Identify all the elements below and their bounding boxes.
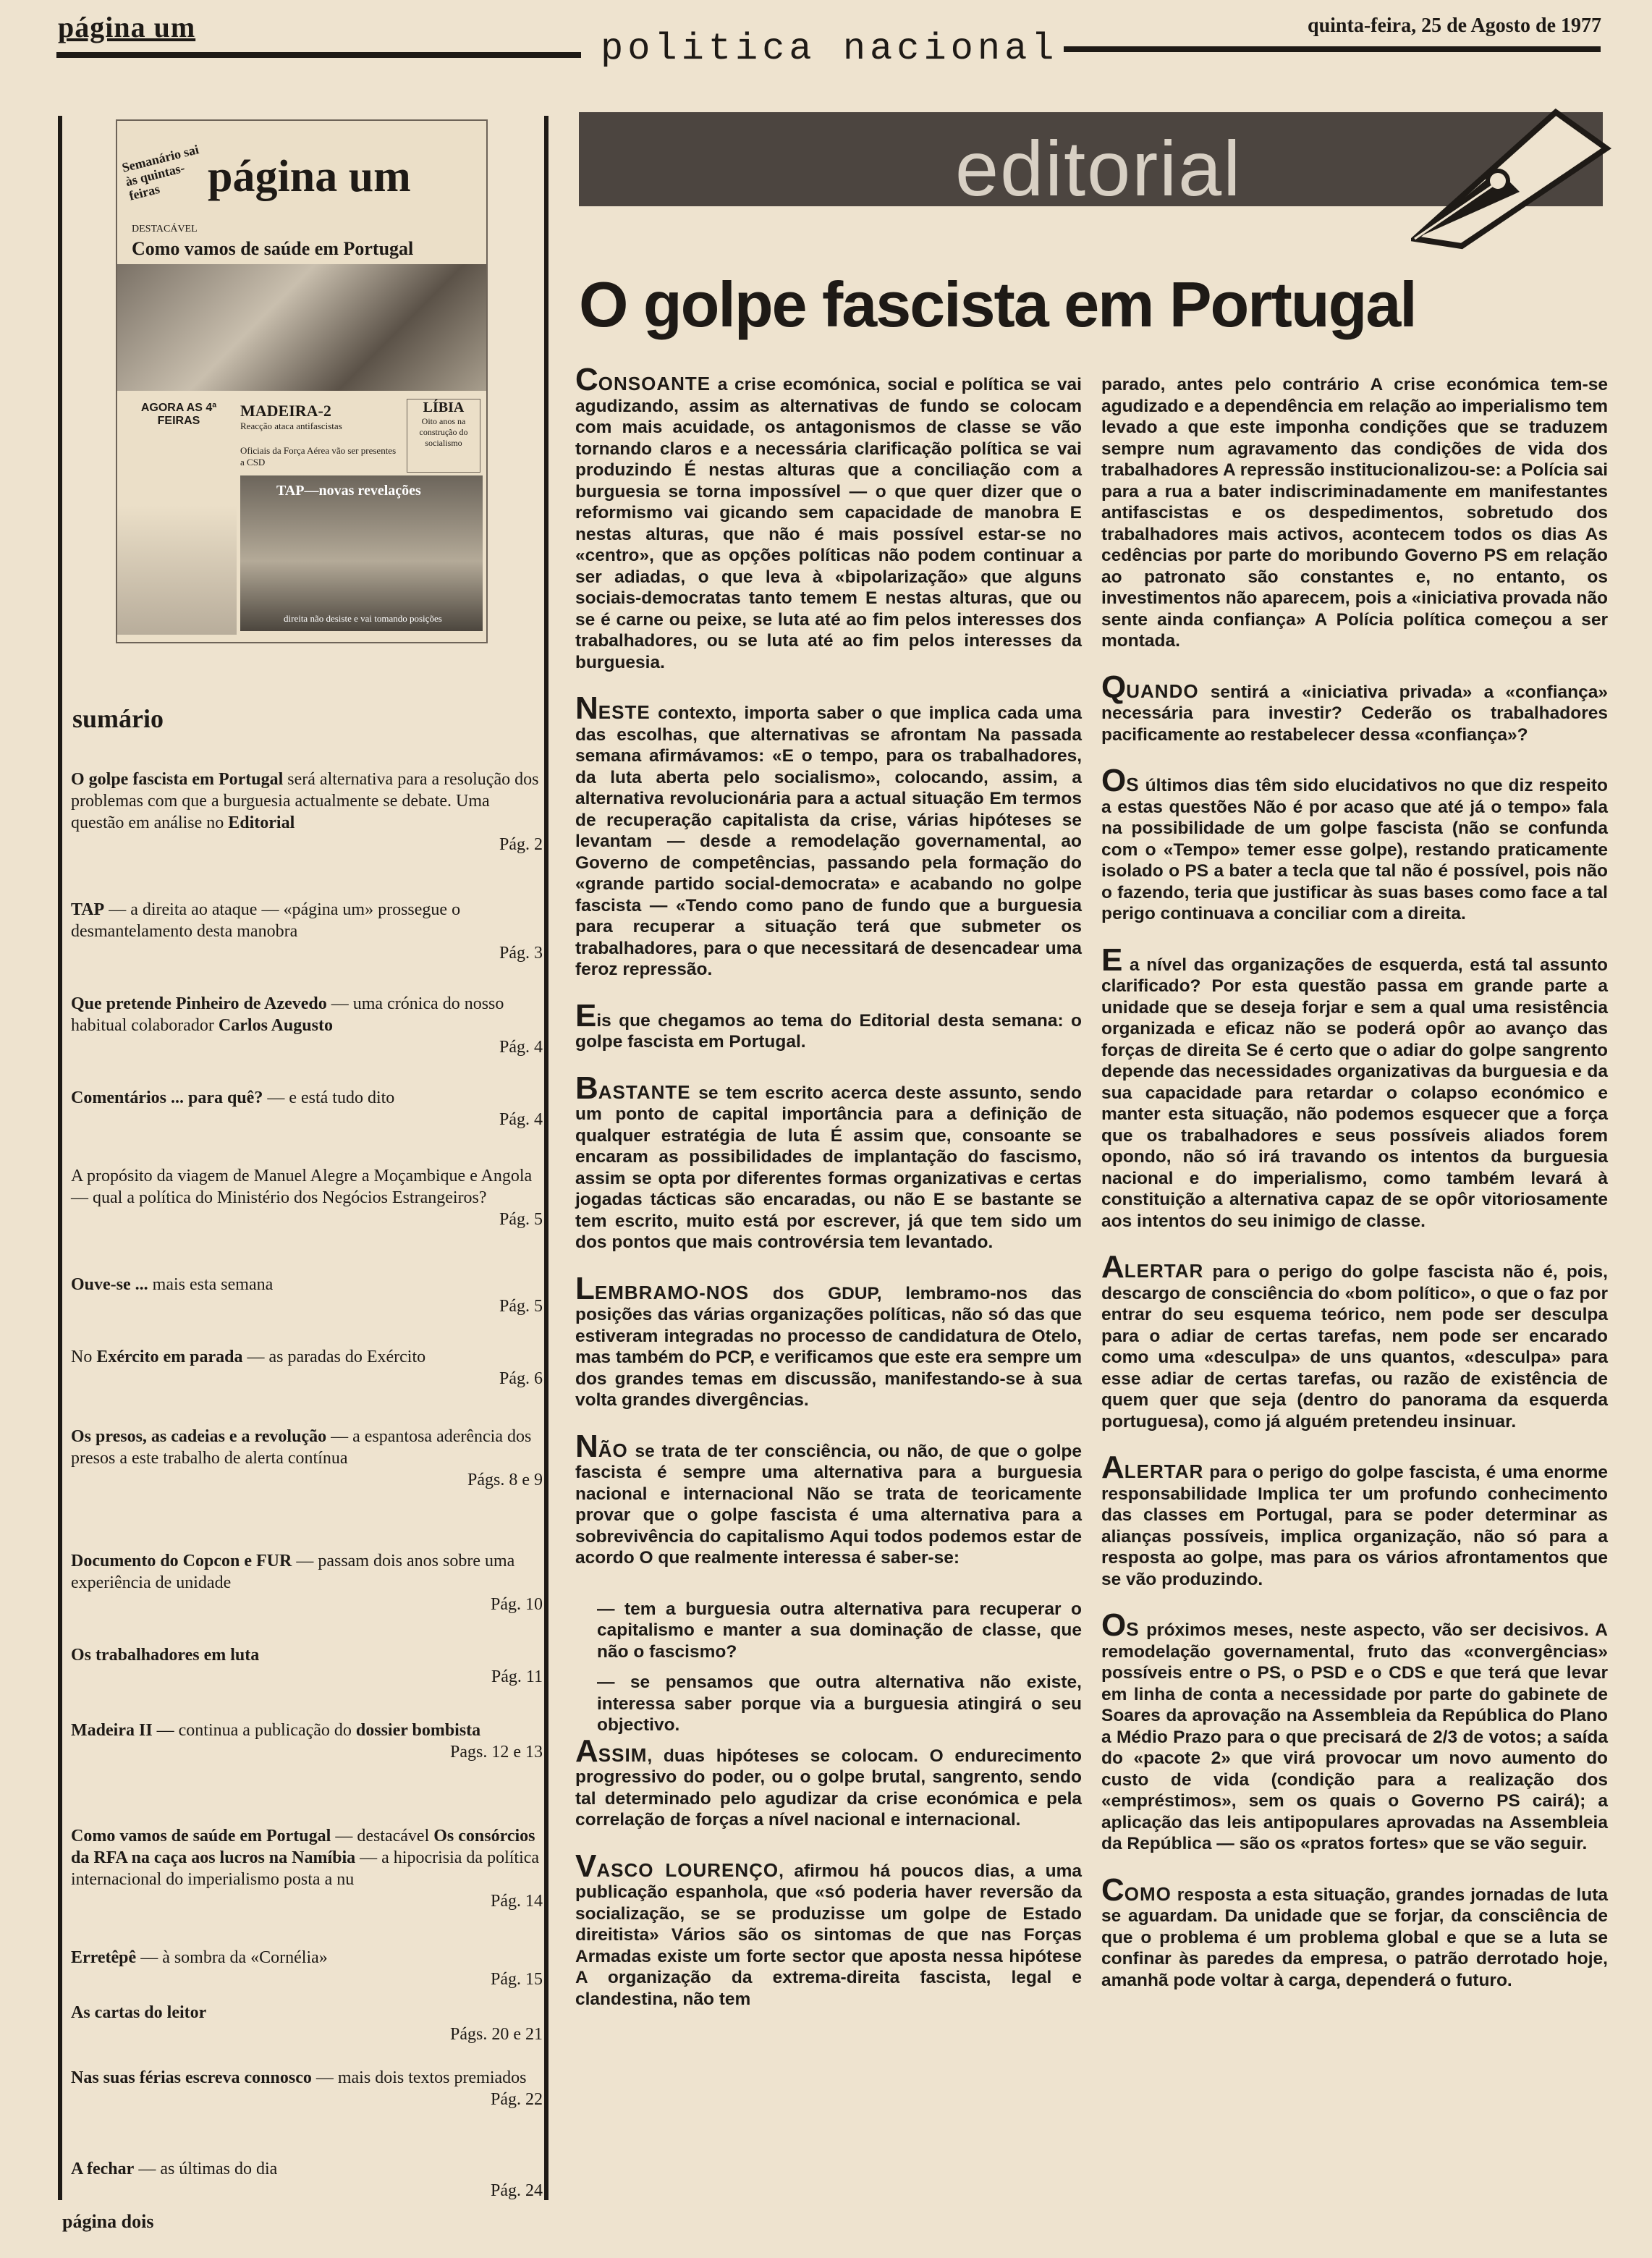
summary-item-page: Pags. 12 e 13 [450,1743,543,1762]
paragraph-word: SSIM [598,1743,648,1766]
summary-item-bold: Que pretende Pinheiro de Azevedo [71,994,327,1013]
page-footer: página dois [62,2211,154,2232]
editorial-paragraph [575,1270,1082,1411]
paragraph-body: a crise ecomónica, social e política se vai agudizando, assim as alternativas de fundo se colocam com mais acuidade, os antagonismos de classe se vão tornando claros e a necessária clarificação política se vai produzindo É nestas alturas que a conciliação com a burguesia se torna impossível — o que quer dizer que o reformismo vai gicando sem capacidade de manobra E nestas alturas, que não é mais possível estar-se no «centro», que as opções políticas não podem continuar a ser adiadas, o que leva à «bipolarização» que alguns sociais-democratas tanto temem E nestas alturas, que ou se é carne ou peixe, se luta até ao fim pelos interesses dos trabalhadores, ou se luta até ao fim pelos interesses da burguesia. [575,375,1082,672]
summary-item-text2: — as paradas do Exército [242,1348,426,1366]
editorial-paragraph [1101,1249,1608,1432]
paragraph-body: — se pensamos que outra alternativa não existe, interessa saber porque via a burguesia atingirá o seu objectivo. [597,1673,1082,1735]
summary-item-text: — mais dois textos premiados [311,2068,527,2087]
issue-date: quinta-feira, 25 de Agosto de 1977 [1308,14,1601,37]
editorial-column-1 [575,362,1082,2034]
paragraph-lead: A [1101,1450,1124,1485]
paragraph-lead: B [575,1070,598,1106]
summary-item [71,899,543,964]
editorial-paragraph [1101,669,1608,746]
paragraph-body: para o perigo do golpe fascista, é uma enorme responsabilidade Implica ter um profundo conhecimento das classes em Portugal, para se poder determinar as alianças possíveis, implica organização, não só para a resposta ao golpe, mas para os vários afrontamentos que se vão produzindo. [1101,1463,1608,1589]
summary-item-bold: Como vamos de saúde em Portugal [71,1827,331,1845]
paragraph-lead: V [575,1848,597,1884]
summary-item-text: A propósito da viagem de Manuel Alegre a Moçambique e Angola — qual a política do Ministério dos Negócios Estrangeiros? [71,1167,533,1207]
header-section-label: página um [58,11,196,43]
paragraph-body: próximos meses, neste aspecto, vão ser decisivos. A remodelação governamental, fruto das «convergências» possíveis entre o PS, o PSD e o CDS e que terá que levar em linha de conta a necessidade por parte do gabinete de Soares da aprovação na Assembleia da República do Plano a Médio Prazo para o que precisará de 2/3 de votos; a saída do «pacote 2» que virá provocar um novo aumento do custo de vida (condição para a realização dos «empréstimos», sem os quais o Governo PS cairá); a aplicação das leis antipopulares aprovadas na Assembleia da República — são os «pratos fortes» que se vão seguir. [1101,1620,1608,1853]
cover-masthead: página um [208,152,411,201]
summary-item-page: Pág. 2 [499,835,543,854]
editorial-paragraph [575,690,1082,981]
editorial-paragraph [575,1428,1082,1569]
summary-item-text: mais esta semana [148,1275,274,1294]
summary-item-page: Pág. 15 [491,1970,543,1989]
header-rule-left [56,52,581,58]
cover-agora-label: AGORA AS 4ª FEIRAS [140,402,217,427]
summary-title: sumário [72,704,164,733]
cover-madeira-title: MADEIRA-2 [240,402,331,420]
summary-item-text: — à sombra da «Cornélia» [136,1948,328,1967]
summary-item [71,1947,543,1990]
summary-item-page: Pág. 6 [499,1369,543,1388]
cover-madeira-sub: Reacção ataca antifascistas [240,420,342,431]
cover-oficiais: Oficiais da Força Aérea vão ser presentes a CSD [240,445,397,468]
summary-item-page: Pág. 10 [491,1595,543,1614]
paragraph-body: , afirmou há poucos dias, a uma publicação espanhola, que «só poderia haver reversão da socialização, se se produzisse um golpe de Estado direitista» Vários são os sintomas de que nas Forças Armadas existe um forte sector que aposta nessa hipótese A organização da extrema-direita fascista, legal e clandestina, não tem [575,1861,1082,2009]
paragraph-lead: C [575,362,598,397]
paragraph-body: is que chegamos ao tema do Editorial desta semana: o golpe fascista em Portugal. [575,1010,1082,1052]
cover-thumbnail [116,119,488,643]
summary-item-page: Págs. 8 e 9 [467,1471,543,1489]
paragraph-word: S [1126,774,1140,795]
summary-item-bold: Comentários ... para quê? [71,1088,263,1107]
cover-photo-hospital [117,264,486,391]
paragraph-word: ASCO LOURENÇO [596,1859,779,1881]
editorial-column-2 [1101,369,1608,2016]
paragraph-lead: C [1101,1872,1124,1908]
paragraph-lead: E [1101,942,1123,978]
summary-item-bold: Os presos, as cadeias e a revolução [71,1427,327,1446]
paragraph-lead: N [575,690,598,726]
editorial-paragraph [575,1848,1082,2010]
summary-item-bold: Erretêpê [71,1948,137,1967]
paragraph-word: UANDO [1126,680,1199,702]
paragraph-lead: E [575,997,597,1033]
paragraph-word: ONSOANTE [598,373,711,394]
summary-item-page: Pág. 4 [499,1038,543,1057]
summary-item [71,1426,543,1491]
cover-madeira [240,402,399,468]
paragraph-body: resposta a esta situação, grandes jornadas de luta se aguardam. Da unidade que se forjar, da consciência de que o problema é um problema global e que se a luta se confinar às paredes da empresa, o patrão derrotado hoje, amanhã pode voltar à carga, dependerá o futuro. [1101,1885,1608,1990]
paragraph-body: sentirá a «iniciativa privada» a «confiança» necessária para investir? Cederão os trabalhadores pacificamente ao restabelecer dessa «confiança»? [1101,682,1608,745]
summary-item-text: — uma crónica do nosso habitual colaborador [71,994,504,1035]
editorial-paragraph [1101,763,1608,925]
summary-item-bold: As cartas do leitor [71,2003,207,2022]
summary-item [71,769,543,855]
paragraph-body: parado, antes pelo contrário A crise económica tem-se agudizado e a dependência em relação ao imperialismo tem levado a que este imponha condições que se traduzem sempre num agravamento das condições de vida dos trabalhadores A repressão institucionalizou-se: a Polícia sai para a rua a bater indiscriminadamente em manifestantes antifascistas e os despedimentos, sobretudo dos trabalhadores mais activos, acontecem todos os dias As cedências por parte do moribundo Governo PS em relação ao patronato são constantes e, no entanto, os investimentos não aparecem, pois a «iniciativa provada não sente ainda confiança» A Polícia política começou a ser montada. [1101,375,1608,651]
cover-libia-sub: Oito anos na construção do socialismo [419,416,468,448]
cover-libia-box [407,399,480,473]
cover-tap-headline: TAP—novas revelações [276,483,421,499]
summary-item [71,1720,543,1763]
fountain-pen-icon [1411,105,1614,250]
paragraph-lead: A [1101,1249,1124,1285]
paragraph-word: ASTANTE [598,1081,691,1103]
header-rule-right [1064,46,1601,52]
paragraph-body: contexto, importa saber o que implica cada uma das escolhas, que alternativas se afrontam Na passada semana afirmávamos: «E o tempo, para os trabalhadores, da luta aberta pelo socialismo», colocando, assim, a alternativa revolucionária para a actual situação Em termos de recuperação capitalista da crise, várias hipóteses se levantam — desde a remodelação governamental, ao Governo de competências, passando pela formação do «grande partido social-democrata» e acabando no golpe fascista — «Tendo como pano de fundo que a burguesia para recuperar a situação terá que submeter os trabalhadores, para o que necessitará de desencadear uma feroz repressão. [575,703,1082,979]
summary-item [71,1825,543,1912]
summary-item-page: Pág. 3 [499,944,543,963]
paragraph-word: ESTE [598,701,651,723]
summary-item [71,1274,543,1317]
summary-item-bold2: Exército em parada [96,1348,243,1366]
cover-tap-sub: direita não desiste e vai tomando posições [284,613,442,624]
summary-item [71,2002,543,2045]
summary-item-text: será alternativa para a resolução dos problemas com que a burguesia actualmente se debate. Uma questão em análise no [71,770,539,832]
summary-item-text: — a direita ao ataque — «página um» prossegue o desmantelamento desta manobra [71,900,461,941]
paragraph-word: ÃO [598,1439,628,1461]
cover-libia-title: LÍBIA [423,399,465,415]
summary-item [71,2067,543,2110]
paragraph-lead: L [575,1270,595,1306]
cover-photo-figure [117,399,237,635]
paragraph-body: últimos dias têm sido elucidativos no que diz respeito a estas questões Não é por acaso que até já o tempo» fala na possibilidade de um golpe fascista (não se confunda com o «Tempo» temer esse golpe), restando praticamente isolado o PS a bater a tecla que tal não é possível, pois não o fazendo, teria que justificar às suas bases como face a tal perigo continuava a conciliar com a direita. [1101,776,1608,923]
summary-item-page: Pág. 22 [491,2090,543,2109]
paragraph-lead: N [575,1428,598,1464]
editorial-paragraph [1101,1872,1608,1992]
editorial-headline: O golpe fascista em Portugal [579,268,1416,340]
paragraph-word: LERTAR [1124,1460,1204,1482]
summary-item-text: — continua a publicação do [152,1721,356,1740]
summary-item-bold2: Carlos Augusto [218,1016,333,1035]
paragraph-body: para o perigo do golpe fascista não é, pois, descargo de consciência do «bom político», o que o faz por entrar do seu esquema teórico, nem pode ser desculpa para o adiar de certas tarefas, nem pode ser encarado como uma «desculpa» de uns quantos, «desculpa» para esse adiar de certas tarefas, ou razão de existência de quem quer que seja (dentro do panorama da esquerda portuguesa), como já alguém pretendeu insinuar. [1101,1262,1608,1432]
summary-item [71,1346,543,1390]
editorial-banner-text: editorial [955,124,1242,212]
summary-item-page: Pág. 11 [491,1667,543,1686]
paragraph-word: S [1126,1618,1140,1640]
editorial-paragraph [575,1733,1082,1831]
editorial-paragraph [575,1070,1082,1253]
summary-item-bold: A fechar [71,2160,135,2178]
summary-item [71,1550,543,1615]
paragraph-body: , duas hipóteses se colocam. O endurecimento progressivo do poder, ou o golpe brutal, sangrento, sendo tal determinado pelo agudizar da crise económica e pela correlação de forças a nível nacional e internacional. [575,1746,1082,1830]
summary-item-text: — e está tudo dito [263,1088,395,1107]
editorial-paragraph [575,997,1082,1053]
cover-tagline: Semanário sai às quintas-feiras [120,142,200,203]
paragraph-body: se tem escrito acerca deste assunto, sendo um ponto de capital importância para a definição de qualquer estratégia de luta É assim que, consoante se encaram as possibilidades de implantação do fascismo, assim se opta por diferentes formas organizativas e certas jogadas tácticas são encaradas, ou não E se bastante se tem escrito, muito está por escrever, já que tem sido um dos pontos que mais controvérsia tem levantado. [575,1083,1082,1252]
summary-item-page: Pág. 5 [499,1297,543,1316]
summary-item-bold2: Editorial [228,813,295,832]
editorial-paragraph [1101,369,1608,652]
paragraph-lead: Q [1101,669,1127,705]
paragraph-lead: O [1101,763,1127,798]
paragraph-body: dos GDUP, lembramo-nos das posições das várias organizações políticas, não só das que estiveram integradas no processo de candidatura de Otelo, mas também do PCP, e verificamos que este era sempre um dos grandes temas em discussão, manifestando-se à sua volta grandes divergências. [575,1283,1082,1410]
summary-item-bold: TAP [71,900,105,919]
summary-item-page: Pág. 14 [491,1892,543,1911]
summary-item-bold: O golpe fascista em Portugal [71,770,284,789]
summary-item [71,1087,543,1130]
summary-item [71,1644,543,1688]
summary-item-page: Pág. 4 [499,1110,543,1129]
summary-item-text2: — a hipocrisia da política internacional do imperialismo posta a nu [71,1848,540,1889]
summary-item-text: — as últimas do dia [134,2160,278,2178]
cover-destacavel: DESTACÁVEL [132,224,198,234]
summary-item-page: Pág. 24 [491,2181,543,2200]
summary-item-bold: Nas suas férias escreva connosco [71,2068,312,2087]
editorial-paragraph [575,1667,1082,1736]
summary-item-text: — destacável [331,1827,434,1845]
summary-item-bold: Madeira II [71,1721,153,1740]
paragraph-body: — tem a burguesia outra alternativa para recuperar o capitalismo e manter a sua dominação de classe, que não o fascismo? [597,1599,1082,1662]
summary-item-bold: Ouve-se ... [71,1275,148,1294]
paragraph-body: se trata de ter consciência, ou não, de que o golpe fascista é sempre uma alternativa para a burguesia nacional e internacional Não se trata de teoricamente provar que o golpe fascista é uma alternativa para a sobrevivência do capitalismo Aqui todos podemos estar de acordo O que realmente interessa é saber-se: [575,1441,1082,1568]
editorial-paragraph [575,362,1082,673]
summary-item-bold: Documento do Copcon e FUR [71,1552,292,1570]
paragraph-lead: O [1101,1607,1127,1643]
summary-item-page: Pág. 5 [499,1210,543,1229]
editorial-paragraph [1101,1450,1608,1590]
frame-line-left [58,116,62,2200]
summary-item-bold2: Os consórcios da RFA na caça aos lucros na Namíbia [71,1827,535,1867]
summary-item-bold: Os trabalhadores em luta [71,1646,260,1665]
paragraph-word: EMBRAMO-NOS [594,1281,750,1303]
paragraph-body: a nível das organizações de esquerda, está tal assunto clarificado? Por esta questão passa em grande parte a unidade que se deseja forjar e sem a qual uma resistência organizada e eficaz não se poderá opôr ao avanço das forças de direita Se é certo que o adiar do golpe sangrento depende das necessidades organizativas da burguesia e da sua capacidade para retardar o colapso económico e manter esta situação, não podemos esquecer que a força que os trabalhadores e seus possíveis aliados forem opondo, não só irá travando os intentos da burguesia nacional e do imperialismo, como também levará à constituição a alternativa capaz de se opôr vitoriosamente aos intentos do seu inimigo de classe. [1101,955,1608,1231]
editorial-paragraph [575,1594,1082,1663]
summary-item [71,2158,543,2202]
summary-item-bold2: dossier bombista [355,1721,481,1740]
summary-item-page: Págs. 20 e 21 [450,2025,543,2044]
paragraph-lead: A [575,1733,598,1769]
summary-item [71,1165,543,1230]
editorial-paragraph [1101,1607,1608,1855]
section-title: politica nacional [601,28,1059,70]
paragraph-word: LERTAR [1124,1260,1204,1282]
summary-item [71,993,543,1058]
editorial-paragraph [1101,942,1608,1232]
summary-item-text: — a espantosa aderência dos presos a este trabalho de alerta contínua [71,1427,532,1468]
cover-headline: Como vamos de saúde em Portugal [132,238,414,259]
frame-line-middle [544,116,548,2200]
paragraph-word: OMO [1124,1882,1172,1905]
summary-item-text: No [71,1348,97,1366]
summary-item-text: — passam dois anos sobre uma experiência de unidade [71,1552,515,1592]
